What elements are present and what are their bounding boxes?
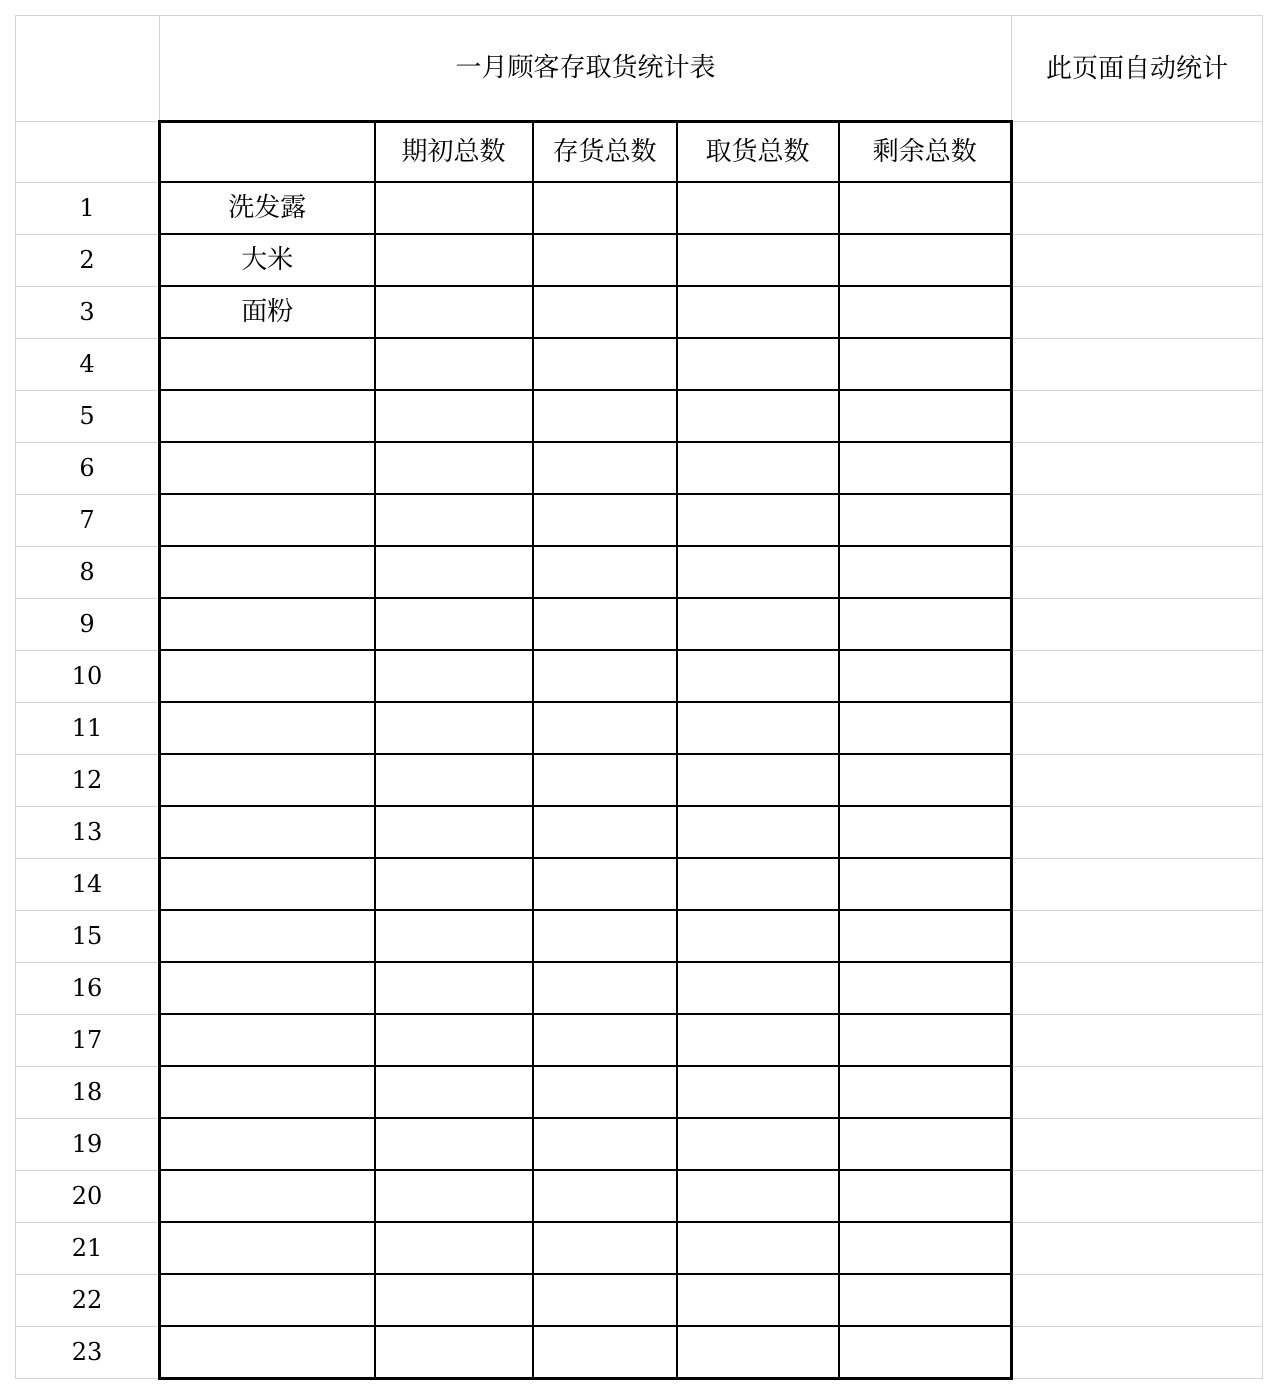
side-cell[interactable] [1012, 1274, 1263, 1326]
stock-in-total-cell[interactable] [533, 182, 677, 234]
side-cell[interactable] [1012, 1222, 1263, 1274]
opening-total-cell[interactable] [375, 1066, 533, 1118]
opening-total-cell[interactable] [375, 494, 533, 546]
opening-total-cell[interactable] [375, 1222, 533, 1274]
opening-total-cell[interactable] [375, 1326, 533, 1379]
side-cell[interactable] [1012, 390, 1263, 442]
opening-total-cell[interactable] [375, 1118, 533, 1170]
stock-in-total-cell[interactable] [533, 442, 677, 494]
row-number[interactable]: 7 [16, 494, 160, 546]
stock-in-total-cell[interactable] [533, 702, 677, 754]
remaining-total-cell[interactable] [839, 182, 1012, 234]
stock-out-total-cell[interactable] [677, 806, 839, 858]
side-cell[interactable] [1012, 234, 1263, 286]
stock-in-total-cell[interactable] [533, 962, 677, 1014]
item-name-cell[interactable] [160, 1274, 375, 1326]
side-cell[interactable] [1012, 494, 1263, 546]
stock-in-total-cell[interactable] [533, 390, 677, 442]
remaining-total-cell[interactable] [839, 598, 1012, 650]
table-row [16, 1274, 1263, 1326]
opening-total-cell[interactable] [375, 806, 533, 858]
item-name-cell[interactable] [160, 1222, 375, 1274]
stock-in-total-cell[interactable] [533, 754, 677, 806]
table-row [16, 546, 1263, 598]
stock-out-total-cell[interactable] [677, 1170, 839, 1222]
side-cell[interactable] [1012, 702, 1263, 754]
item-name-cell[interactable] [160, 390, 375, 442]
stock-out-total-cell[interactable] [677, 1274, 839, 1326]
item-name-cell[interactable]: 大米 [160, 234, 375, 286]
item-name-cell[interactable] [160, 910, 375, 962]
side-cell[interactable] [1012, 1066, 1263, 1118]
row-number[interactable]: 14 [16, 858, 160, 910]
item-name-cell[interactable] [160, 1118, 375, 1170]
row-number[interactable]: 3 [16, 286, 160, 338]
row-number[interactable]: 15 [16, 910, 160, 962]
opening-total-cell[interactable] [375, 962, 533, 1014]
table-row [16, 338, 1263, 390]
opening-total-cell[interactable] [375, 1274, 533, 1326]
remaining-total-cell[interactable] [839, 1066, 1012, 1118]
opening-total-cell[interactable] [375, 338, 533, 390]
stock-in-total-cell[interactable] [533, 910, 677, 962]
remaining-total-cell[interactable] [839, 1170, 1012, 1222]
stock-in-total-cell[interactable] [533, 286, 677, 338]
stock-out-total-cell[interactable] [677, 1066, 839, 1118]
table-row [16, 1066, 1263, 1118]
remaining-total-cell[interactable] [839, 1326, 1012, 1379]
row-number[interactable]: 11 [16, 702, 160, 754]
side-cell[interactable] [1012, 910, 1263, 962]
table-row [16, 962, 1263, 1014]
row-number[interactable]: 10 [16, 650, 160, 702]
side-cell[interactable] [1012, 598, 1263, 650]
table-row [16, 1222, 1263, 1274]
stock-in-total-cell[interactable] [533, 494, 677, 546]
stock-out-total-cell[interactable] [677, 1014, 839, 1066]
stock-out-total-cell[interactable] [677, 650, 839, 702]
item-name-cell[interactable] [160, 1170, 375, 1222]
table-row [16, 598, 1263, 650]
table-row [16, 442, 1263, 494]
header-side-cell[interactable] [1012, 122, 1263, 183]
remaining-total-cell[interactable] [839, 910, 1012, 962]
stock-out-total-cell[interactable] [677, 390, 839, 442]
stock-out-total-cell[interactable] [677, 286, 839, 338]
remaining-total-cell[interactable] [839, 858, 1012, 910]
item-name-cell[interactable] [160, 494, 375, 546]
opening-total-cell[interactable] [375, 286, 533, 338]
remaining-total-cell[interactable] [839, 546, 1012, 598]
row-number[interactable]: 21 [16, 1222, 160, 1274]
item-name-cell[interactable] [160, 442, 375, 494]
stock-out-total-cell[interactable] [677, 494, 839, 546]
item-name-cell[interactable] [160, 806, 375, 858]
row-number[interactable]: 8 [16, 546, 160, 598]
remaining-total-cell[interactable] [839, 234, 1012, 286]
stock-in-total-cell[interactable] [533, 1170, 677, 1222]
remaining-total-cell[interactable] [839, 1118, 1012, 1170]
row-number[interactable]: 1 [16, 182, 160, 234]
table-row [16, 754, 1263, 806]
row-number[interactable]: 18 [16, 1066, 160, 1118]
side-cell[interactable] [1012, 754, 1263, 806]
side-cell[interactable] [1012, 1326, 1263, 1379]
opening-total-cell[interactable] [375, 1014, 533, 1066]
row-number[interactable]: 2 [16, 234, 160, 286]
stock-out-total-cell[interactable] [677, 1326, 839, 1379]
table-row [16, 858, 1263, 910]
table-row [16, 286, 1263, 338]
stock-out-total-cell[interactable] [677, 858, 839, 910]
item-name-cell[interactable] [160, 1066, 375, 1118]
opening-total-cell[interactable] [375, 1170, 533, 1222]
opening-total-cell[interactable] [375, 234, 533, 286]
item-name-cell[interactable] [160, 1014, 375, 1066]
row-number[interactable]: 17 [16, 1014, 160, 1066]
side-cell[interactable] [1012, 546, 1263, 598]
item-name-cell[interactable] [160, 962, 375, 1014]
stock-out-total-cell[interactable] [677, 546, 839, 598]
table-row [16, 650, 1263, 702]
row-number[interactable]: 5 [16, 390, 160, 442]
row-number[interactable]: 20 [16, 1170, 160, 1222]
header-opening-total[interactable]: 期初总数 [375, 122, 533, 183]
remaining-total-cell[interactable] [839, 962, 1012, 1014]
item-name-cell[interactable] [160, 858, 375, 910]
row-number[interactable]: 22 [16, 1274, 160, 1326]
header-stock-out-total[interactable]: 取货总数 [677, 122, 839, 183]
row-number[interactable]: 16 [16, 962, 160, 1014]
header-row [16, 122, 1263, 183]
stock-out-total-cell[interactable] [677, 442, 839, 494]
side-cell[interactable] [1012, 806, 1263, 858]
stock-out-total-cell[interactable] [677, 702, 839, 754]
side-cell[interactable] [1012, 442, 1263, 494]
stock-out-total-cell[interactable] [677, 910, 839, 962]
table-row [16, 494, 1263, 546]
header-item-cell[interactable] [160, 122, 375, 183]
remaining-total-cell[interactable] [839, 1014, 1012, 1066]
opening-total-cell[interactable] [375, 442, 533, 494]
stock-in-total-cell[interactable] [533, 1118, 677, 1170]
row-number[interactable]: 13 [16, 806, 160, 858]
stock-in-total-cell[interactable] [533, 234, 677, 286]
row-number[interactable]: 4 [16, 338, 160, 390]
stock-in-total-cell[interactable] [533, 1066, 677, 1118]
remaining-total-cell[interactable] [839, 702, 1012, 754]
sheet-title[interactable]: 一月顾客存取货统计表 [160, 16, 1012, 122]
item-name-cell[interactable] [160, 338, 375, 390]
row-number[interactable]: 6 [16, 442, 160, 494]
side-cell[interactable] [1012, 1170, 1263, 1222]
header-num-cell[interactable] [16, 122, 160, 183]
opening-total-cell[interactable] [375, 598, 533, 650]
remaining-total-cell[interactable] [839, 1274, 1012, 1326]
side-cell[interactable] [1012, 962, 1263, 1014]
item-name-cell[interactable]: 洗发露 [160, 182, 375, 234]
row-number[interactable]: 9 [16, 598, 160, 650]
table-row [16, 390, 1263, 442]
item-name-cell[interactable] [160, 546, 375, 598]
side-cell[interactable] [1012, 338, 1263, 390]
opening-total-cell[interactable] [375, 182, 533, 234]
header-stock-in-total[interactable]: 存货总数 [533, 122, 677, 183]
stock-out-total-cell[interactable] [677, 754, 839, 806]
item-name-cell[interactable] [160, 598, 375, 650]
remaining-total-cell[interactable] [839, 286, 1012, 338]
stock-out-total-cell[interactable] [677, 1118, 839, 1170]
table-row [16, 702, 1263, 754]
stock-in-total-cell[interactable] [533, 546, 677, 598]
table-row [16, 806, 1263, 858]
table-row [16, 1118, 1263, 1170]
stock-in-total-cell[interactable] [533, 1326, 677, 1379]
opening-total-cell[interactable] [375, 702, 533, 754]
remaining-total-cell[interactable] [839, 338, 1012, 390]
item-name-cell[interactable] [160, 702, 375, 754]
side-cell[interactable] [1012, 182, 1263, 234]
opening-total-cell[interactable] [375, 650, 533, 702]
stock-out-total-cell[interactable] [677, 1222, 839, 1274]
item-name-cell[interactable] [160, 650, 375, 702]
table-row [16, 910, 1263, 962]
row-number[interactable]: 19 [16, 1118, 160, 1170]
opening-total-cell[interactable] [375, 754, 533, 806]
stock-out-total-cell[interactable] [677, 598, 839, 650]
stock-in-total-cell[interactable] [533, 598, 677, 650]
header-remaining-total[interactable]: 剩余总数 [839, 122, 1012, 183]
stock-out-total-cell[interactable] [677, 182, 839, 234]
stock-in-total-cell[interactable] [533, 1274, 677, 1326]
table-row [16, 1014, 1263, 1066]
side-cell[interactable] [1012, 858, 1263, 910]
remaining-total-cell[interactable] [839, 390, 1012, 442]
title-row [16, 16, 1263, 122]
side-note[interactable]: 此页面自动统计 [1012, 16, 1263, 122]
item-name-cell[interactable]: 面粉 [160, 286, 375, 338]
side-cell[interactable] [1012, 286, 1263, 338]
table-row [16, 234, 1263, 286]
opening-total-cell[interactable] [375, 910, 533, 962]
table-row [16, 1170, 1263, 1222]
remaining-total-cell[interactable] [839, 650, 1012, 702]
opening-total-cell[interactable] [375, 390, 533, 442]
stock-out-total-cell[interactable] [677, 338, 839, 390]
table-row [16, 1326, 1263, 1379]
stock-in-total-cell[interactable] [533, 1014, 677, 1066]
row-number[interactable]: 23 [16, 1326, 160, 1379]
corner-cell[interactable] [16, 16, 160, 122]
table-row [16, 182, 1263, 234]
item-name-cell[interactable] [160, 1326, 375, 1379]
stats-sheet [15, 15, 1263, 1380]
opening-total-cell[interactable] [375, 858, 533, 910]
stock-in-total-cell[interactable] [533, 858, 677, 910]
stock-in-total-cell[interactable] [533, 650, 677, 702]
row-number[interactable]: 12 [16, 754, 160, 806]
remaining-total-cell[interactable] [839, 442, 1012, 494]
stock-in-total-cell[interactable] [533, 1222, 677, 1274]
opening-total-cell[interactable] [375, 546, 533, 598]
side-cell[interactable] [1012, 650, 1263, 702]
item-name-cell[interactable] [160, 754, 375, 806]
remaining-total-cell[interactable] [839, 494, 1012, 546]
side-cell[interactable] [1012, 1014, 1263, 1066]
stock-out-total-cell[interactable] [677, 234, 839, 286]
remaining-total-cell[interactable] [839, 1222, 1012, 1274]
stock-in-total-cell[interactable] [533, 806, 677, 858]
side-cell[interactable] [1012, 1118, 1263, 1170]
stock-in-total-cell[interactable] [533, 338, 677, 390]
remaining-total-cell[interactable] [839, 754, 1012, 806]
remaining-total-cell[interactable] [839, 806, 1012, 858]
stock-out-total-cell[interactable] [677, 962, 839, 1014]
